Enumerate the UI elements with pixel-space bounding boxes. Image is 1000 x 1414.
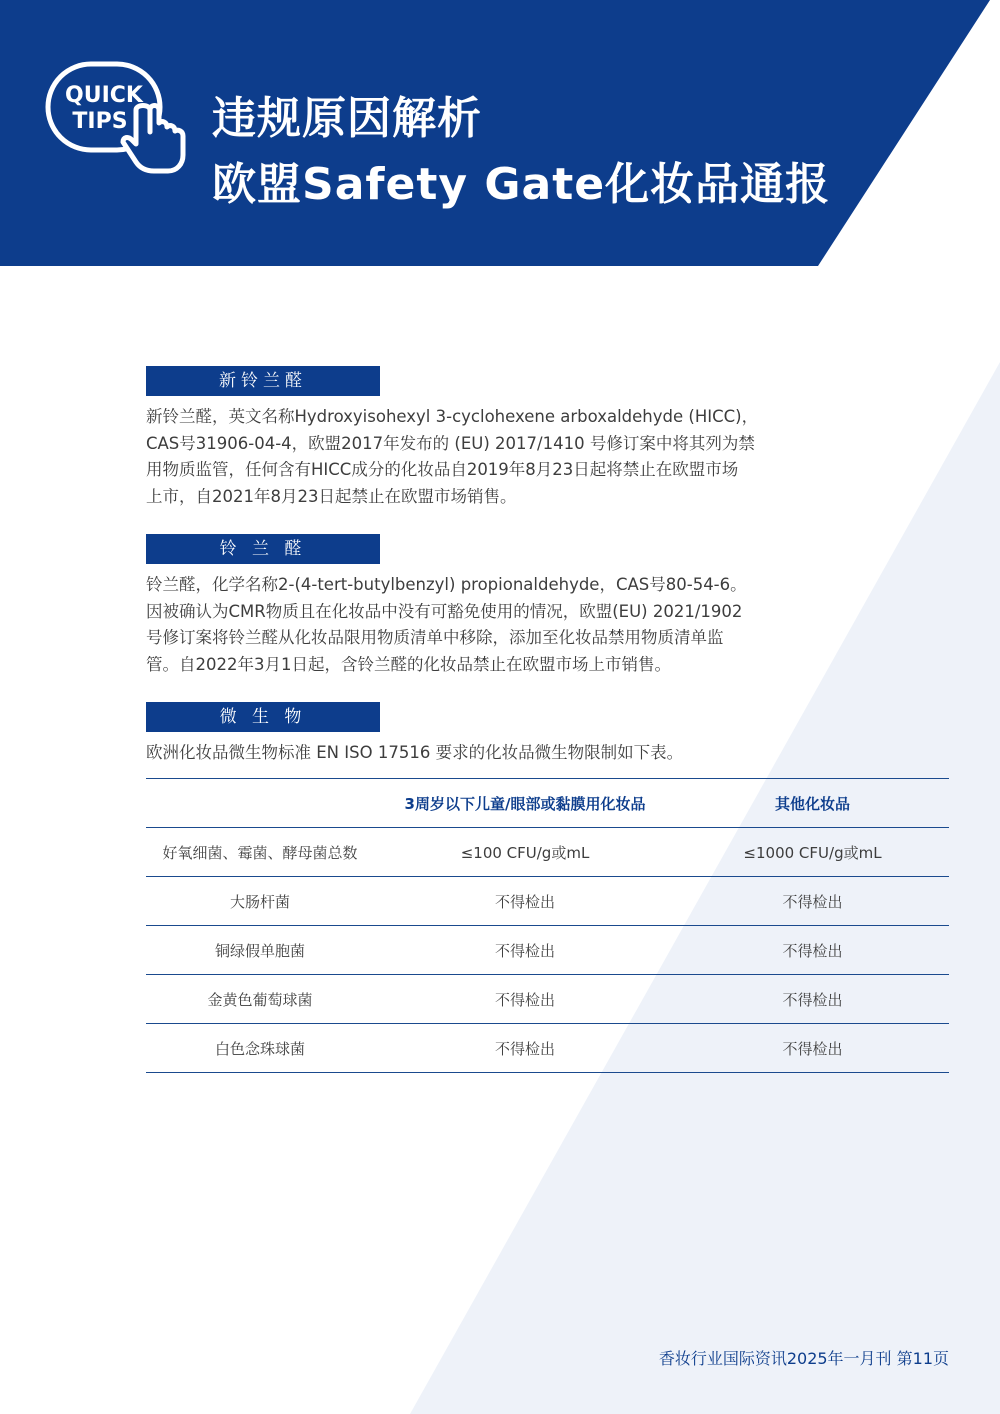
text-line: 管。自2022年3月1日起，含铃兰醛的化妆品禁止在欧盟市场上市销售。	[146, 654, 671, 674]
table-row	[146, 975, 949, 1024]
text-line: 用物质监管，任何含有HICC成分的化妆品自2019年8月23日起将禁止在欧盟市场	[146, 460, 739, 479]
section-tag-microbes: 微 生 物	[146, 702, 380, 732]
quick-tips-logo	[44, 58, 194, 178]
table-header-row	[146, 779, 949, 828]
text-line: 因被确认为CMR物质且在化妆品中没有可豁免使用的情况，欧盟(EU) 2021/1902	[146, 601, 743, 621]
text-line: CAS号31906-04-4，欧盟2017年发布的 (EU) 2017/1410 号修订案中将其列为禁	[146, 433, 755, 453]
text-line: 铃兰醛，化学名称2-(4-tert-butylbenzyl) propionaldehyde，CAS号80-54-6。	[146, 575, 747, 594]
section-text-lilial	[146, 572, 796, 678]
table-cell: 不得检出	[676, 926, 949, 975]
table-row	[146, 828, 949, 877]
microbial-limits-table	[146, 778, 943, 1073]
text-line: 新铃兰醛，英文名称Hydroxyisohexyl 3-cyclohexene arboxaldehyde (HICC)，	[146, 407, 759, 426]
section-tag-lilial: 铃 兰 醛	[146, 534, 380, 564]
table-row	[146, 1024, 949, 1073]
table-cell: ≤100 CFU/g或mL	[374, 828, 676, 877]
table-cell: 不得检出	[374, 877, 676, 926]
table-cell: 铜绿假单胞菌	[146, 926, 374, 975]
page-title	[212, 86, 830, 218]
table-cell: 不得检出	[374, 926, 676, 975]
section-text-hicc	[146, 404, 796, 510]
table-cell: 不得检出	[676, 877, 949, 926]
text-line: 上市，自2021年8月23日起禁止在欧盟市场销售。	[146, 486, 517, 506]
section-tag-hicc: 新铃兰醛	[146, 366, 380, 396]
table-row	[146, 926, 949, 975]
logo-text-quick: QUICK	[65, 83, 143, 108]
table-cell: 不得检出	[676, 1024, 949, 1073]
page-footer: 香妆行业国际资讯2025年一月刊 第11页	[658, 1349, 949, 1368]
text-line: 欧洲化妆品微生物标准 EN ISO 17516 要求的化妆品微生物限制如下表。	[146, 743, 684, 762]
table-cell: ≤1000 CFU/g或mL	[676, 828, 949, 877]
table-cell: 好氧细菌、霉菌、酵母菌总数	[146, 828, 374, 877]
section-text-microbes	[146, 740, 796, 767]
logo-text-tips: TIPS	[72, 109, 128, 134]
header-cell-item	[146, 779, 374, 828]
table-row	[146, 877, 949, 926]
table-cell: 不得检出	[374, 1024, 676, 1073]
header-cell-other: 其他化妆品	[676, 779, 949, 828]
table-cell: 不得检出	[676, 975, 949, 1024]
title-line-1: 违规原因解析	[212, 93, 482, 144]
text-line: 号修订案将铃兰醛从化妆品限用物质清单中移除，添加至化妆品禁用物质清单监	[146, 628, 724, 647]
table-cell: 大肠杆菌	[146, 877, 374, 926]
table-cell: 白色念珠球菌	[146, 1024, 374, 1073]
table-cell: 不得检出	[374, 975, 676, 1024]
table-cell: 金黄色葡萄球菌	[146, 975, 374, 1024]
pointing-hand-icon	[123, 106, 183, 172]
title-line-2: 欧盟Safety Gate化妆品通报	[212, 159, 831, 210]
header-cell-children-eye: 3周岁以下儿童/眼部或黏膜用化妆品	[374, 779, 676, 828]
